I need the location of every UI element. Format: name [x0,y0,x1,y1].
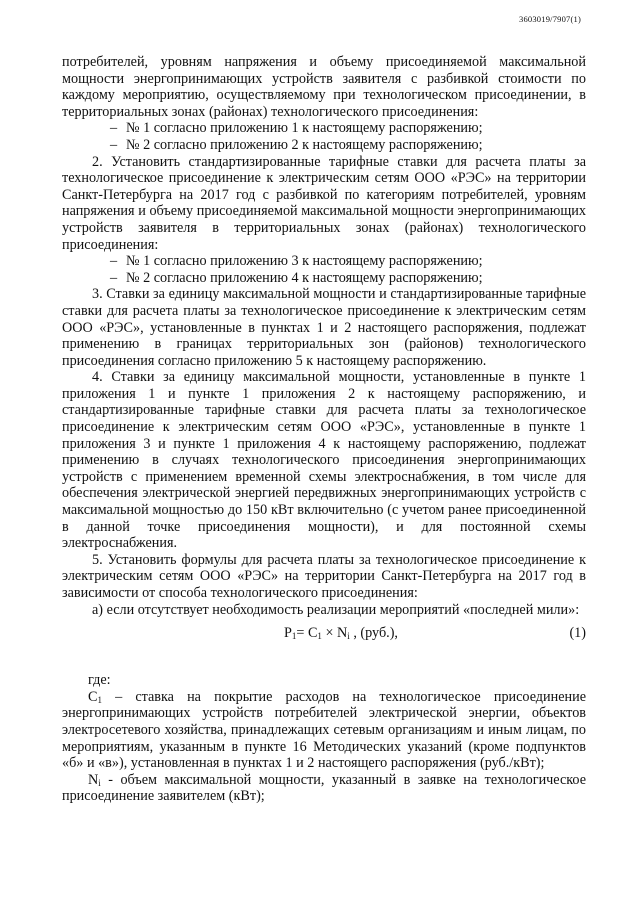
formula-expression: $P_1= C_1 \times N_i$ , (руб.), [284,625,398,642]
paragraph-item-5: 5. Установить формулы для расчета платы за технологическое присоединение к электрическим сетям ООО «РЭС» на территории Санкт-Петербурга на 2017 год в зависимости от способа технологического присоединения: [62,551,586,601]
paragraph-item-4: 4. Ставки за единицу максимальной мощности, установленные в пункте 1 приложения 1 и пункте 1 приложения 2 к настоящему распоряжению, и стандартизированные тарифные ставки для расчета платы за технологическое присоединение к электрическим сетям ООО «РЭС», установленные в пункте 1 приложения 3 и пункте 1 приложения 4 к настоящему распоряжению, подлежат применению в случаях технологического присоединения энергопринимающих устройств с применением временной схемы электроснабжения, в том числе для обеспечения электрической энергией передвижных энергопринимающих устройств с максимальной мощностью до 150 кВт включительно (с учетом ранее присоединенной в данной точке присоединения мощности), и для постоянной схемы электроснабжения. [62,369,586,552]
definition-ni: $N_i$ - объем максимальной мощности, указанный в заявке на технологическое присоединение заявителем (кВт); [62,771,586,805]
document-body [62,54,586,805]
formula-number: (1) [569,625,586,642]
definition-c1: $C_1$ – ставка на покрытие расходов на технологическое присоединение энергопринимающих устройств потребителей электрической энергии, объектов электросетевого хозяйства, принадлежащих сетевым организациям и иным лицам, по мероприятиям, указанным в пункте 16 Методических указаний (кроме подпунктов «б» и «в»), установленная в пунктах 1 и 2 настоящего распоряжения (руб./кВт); [62,688,586,772]
list-item: – № 2 согласно приложению 2 к настоящему распоряжению; [110,136,483,153]
dash-marker: – [110,269,118,286]
paragraph-continuation: потребителей, уровням напряжения и объему присоединяемой максимальной мощности энергопринимающих устройств заявителя с разбивкой стоимости по каждому мероприятию, осуществляемому при технологическом присоединении, в территориальных зонах (районах) технологического присоединения: [62,54,586,120]
document-number: 3603019/7907(1) [519,14,582,24]
list-item: – № 1 согласно приложению 1 к настоящему распоряжению; [110,120,483,137]
paragraph-item-5a: а) если отсутствует необходимость реализации мероприятий «последней мили»: [92,601,580,618]
formula-1 [62,622,586,646]
dash-marker: – [110,253,118,270]
dash-marker: – [110,120,118,137]
list-item: – № 2 согласно приложению 4 к настоящему распоряжению; [110,269,483,286]
paragraph-item-3: 3. Ставки за единицу максимальной мощности и стандартизированные тарифные ставки для расчета платы за технологическое присоединение к электрическим сетям ООО «РЭС», установленные в пунктах 1 и 2 настоящего распоряжения, подлежат применению в границах территориальных зон (районов) технологического присоединения согласно приложению 5 к настоящему распоряжению. [62,286,586,369]
paragraph-item-2: 2. Установить стандартизированные тарифные ставки для расчета платы за технологическое присоединение к электрическим сетям ООО «РЭС» на территории Санкт-Петербурга на 2017 год с разбивкой по категориям потребителей, уровням напряжения и объему присоединяемой максимальной мощности энергопринимающих устройств заявителя в территориальных зонах (районах) технологического присоединения: [62,153,586,253]
where-label: где: [88,672,111,689]
list-item: – № 1 согласно приложению 3 к настоящему распоряжению; [110,253,483,270]
dash-marker: – [110,136,118,153]
